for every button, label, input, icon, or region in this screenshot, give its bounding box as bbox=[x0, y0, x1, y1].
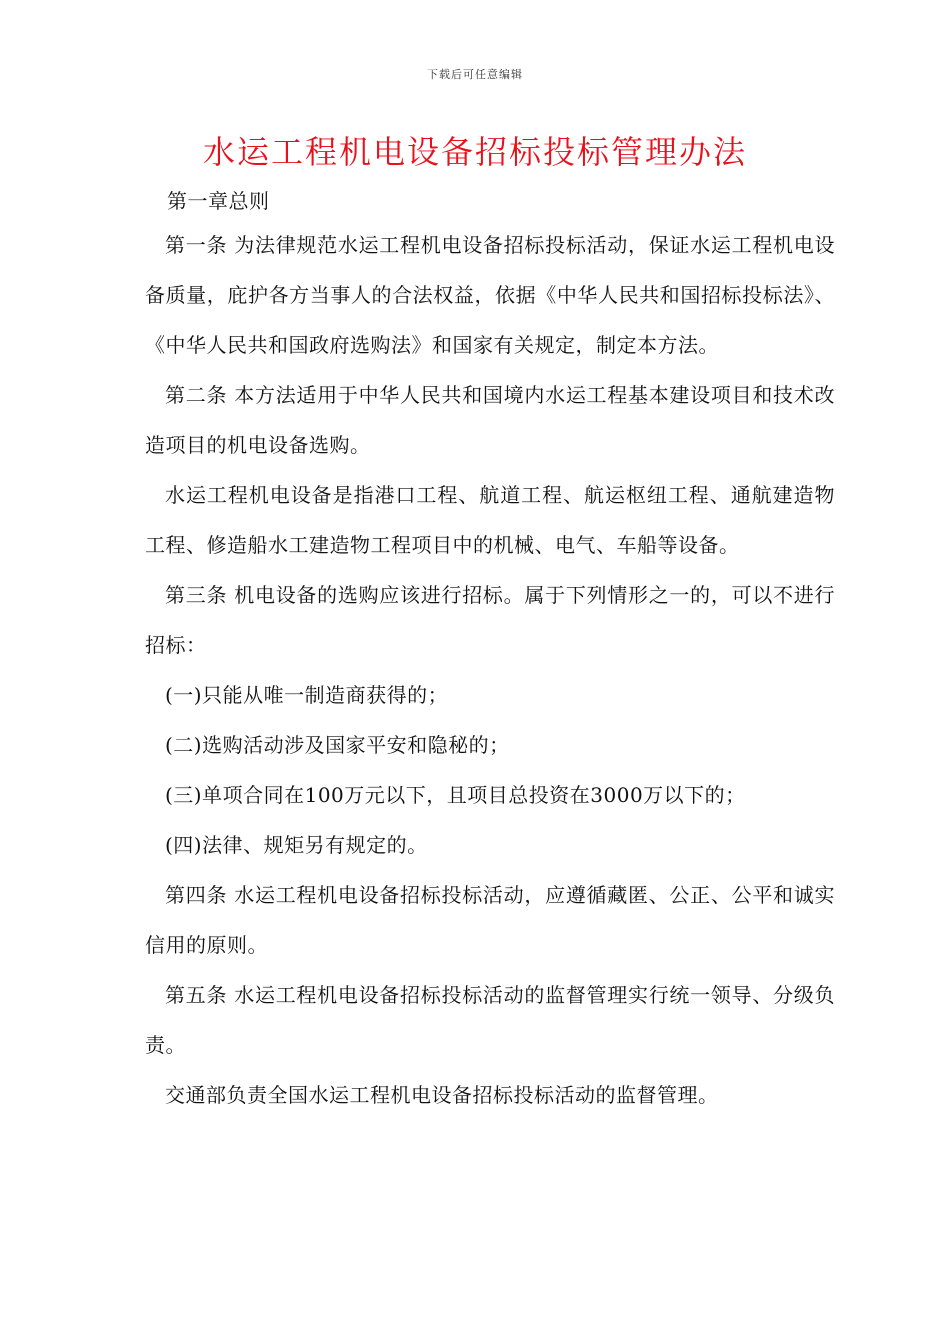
article-5: 第五条 水运工程机电设备招标投标活动的监督管理实行统一领导、分级负责。 bbox=[145, 983, 835, 1057]
article-3-item-3: (三)单项合同在100万元以下，且项目总投资在3000万以下的； bbox=[165, 783, 746, 807]
header-note: 下载后可任意编辑 bbox=[427, 68, 523, 81]
article-3-item-4: (四)法律、规矩另有规定的。 bbox=[165, 833, 428, 857]
article-3-item-2: (二)选购活动涉及国家平安和隐秘的； bbox=[165, 733, 510, 757]
article-3-item-1: (一)只能从唯一制造商获得的； bbox=[165, 683, 449, 707]
chapter-heading: 第一章总则 bbox=[167, 189, 270, 213]
article-3: 第三条 机电设备的选购应该进行招标。属于下列情形之一的，可以不进行招标： bbox=[145, 583, 835, 657]
document-body bbox=[145, 184, 835, 1120]
article-5-ministry: 交通部负责全国水运工程机电设备招标投标活动的监督管理。 bbox=[165, 1083, 719, 1107]
article-4: 第四条 水运工程机电设备招标投标活动，应遵循藏匿、公正、公平和诚实信用的原则。 bbox=[145, 883, 835, 957]
article-2-definition: 水运工程机电设备是指港口工程、航道工程、航运枢纽工程、通航建造物工程、修造船水工建造物工程项目中的机械、电气、车船等设备。 bbox=[145, 483, 835, 557]
article-1: 第一条 为法律规范水运工程机电设备招标投标活动，保证水运工程机电设备质量，庇护各方当事人的合法权益，依据《中华人民共和国招标投标法》、《中华人民共和国政府选购法》和国家有关规定，制定本方法。 bbox=[145, 233, 835, 357]
article-2: 第二条 本方法适用于中华人民共和国境内水运工程基本建设项目和技术改造项目的机电设备选购。 bbox=[145, 383, 835, 457]
document-title: 水运工程机电设备招标投标管理办法 bbox=[202, 133, 747, 171]
